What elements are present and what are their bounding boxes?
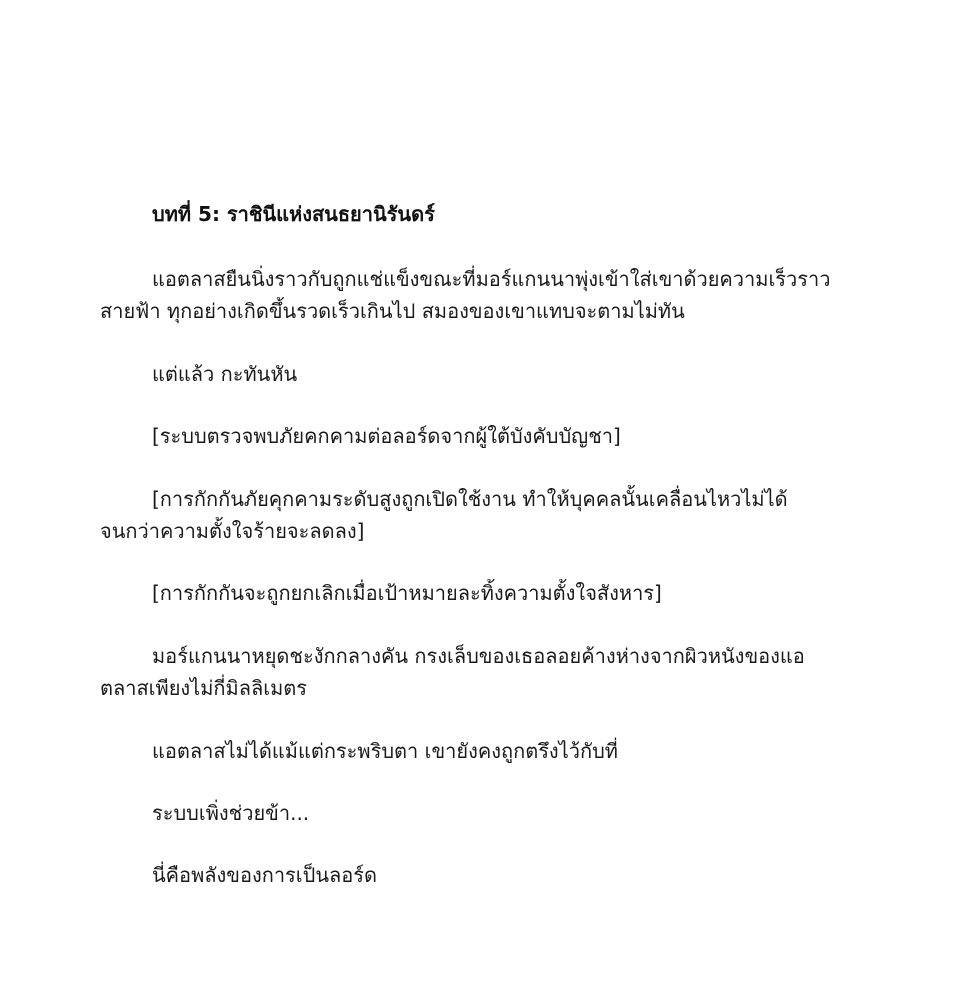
paragraph: [ระบบตรวจพบภัยคกคามต่อลอร์ดจากผู้ใต้บังคับบัญชา] — [152, 424, 621, 449]
paragraph: นี่คือพลังของการเป็นลอร์ด — [152, 863, 377, 888]
paragraph: แอตลาสยืนนิ่งราวกับถูกแช่แข็งขณะที่มอร์แกนนาพุ่งเข้าใส่เขาด้วยความเร็วราวสายฟ้า ทุกอย่างเกิดขึ้นรวดเร็วเกินไป สมองของเขาแทบจะตามไม่ทัน — [100, 267, 831, 324]
paragraph: [การกักกันภัยคุกคามระดับสูงถูกเปิดใช้งาน ทำให้บุคคลนั้นเคลื่อนไหวไม่ได้จนกว่าความตั้งใจร้ายจะลดลง] — [100, 486, 788, 543]
paragraph: ระบบเพิ่งช่วยข้า... — [152, 800, 310, 825]
paragraph: แอตลาสไม่ได้แม้แต่กระพริบตา เขายังคงถูกตรึงไว้กับที่ — [152, 738, 618, 763]
paragraph: [การกักกันจะถูกยกเลิกเมื่อเป้าหมายละทิ้งความตั้งใจสังหาร] — [152, 581, 662, 606]
paragraph: มอร์แกนนาหยุดชะงักกลางคัน กรงเล็บของเธอลอยค้างห่างจากผิวหนังของแอตลาสเพียงไม่กี่มิลลิเมตร — [100, 643, 805, 701]
paragraph: แต่แล้ว กะทันหัน — [152, 361, 298, 386]
chapter-heading: บทที่ 5: ราชินีแห่งสนธยานิรันดร์ — [152, 202, 435, 226]
